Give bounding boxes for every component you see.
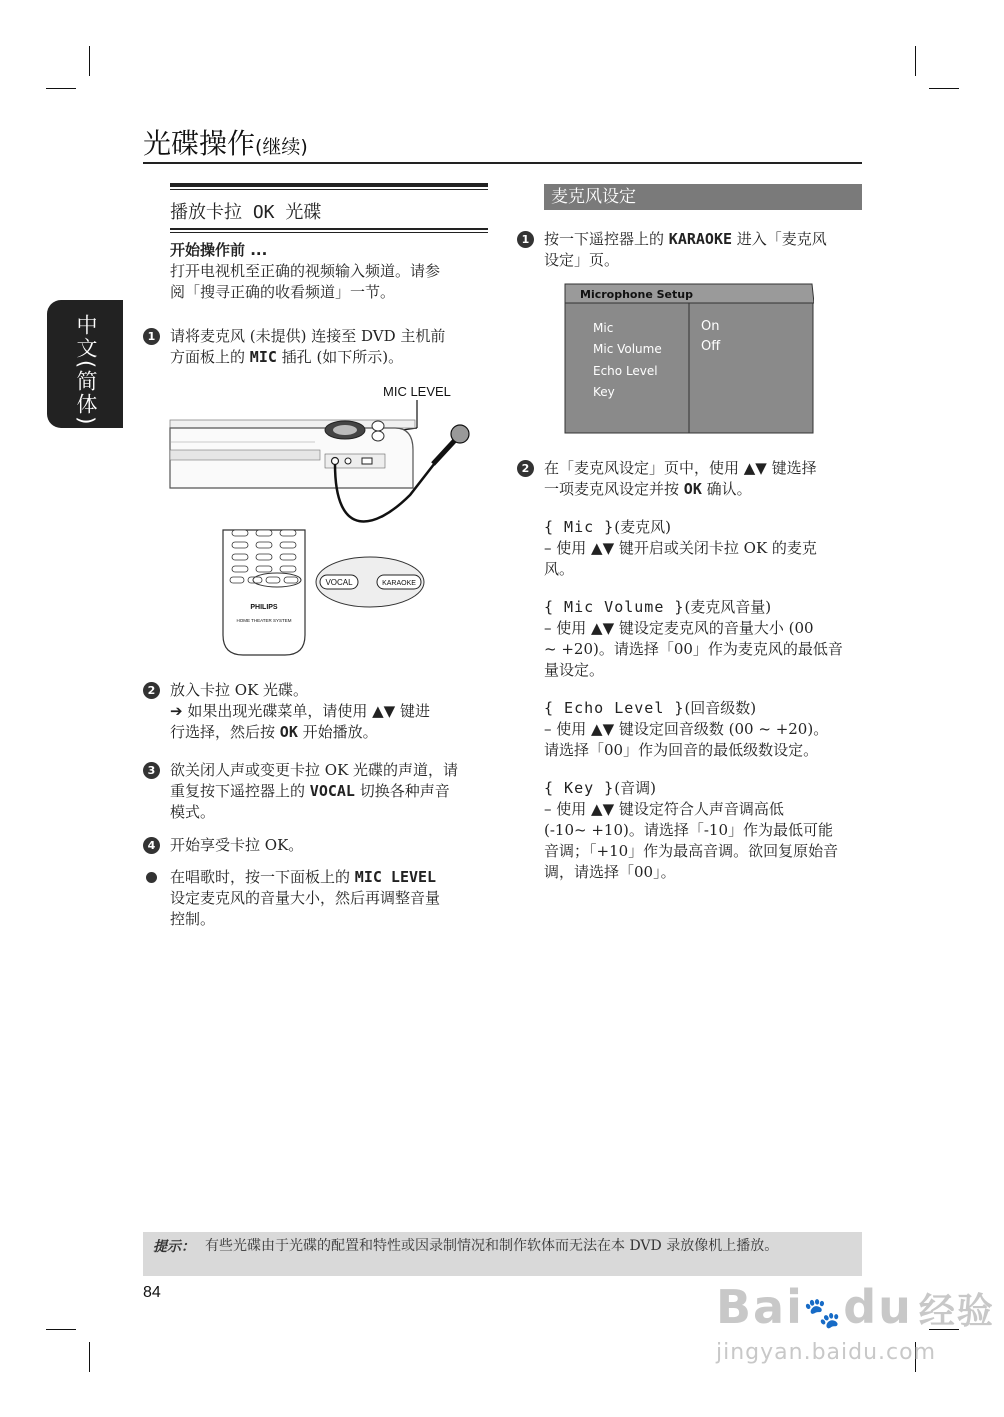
menu-item-echo-level: Echo Level (593, 364, 658, 378)
step-text: 欲关闭人声或变更卡拉 OK 光碟的声道，请 (170, 761, 459, 779)
step-text: 确认。 (706, 480, 752, 498)
key-label: OK (683, 480, 702, 498)
key-label: VOCAL (309, 782, 355, 800)
mic-level-label: MIC LEVEL (383, 384, 451, 399)
option-heading: { Mic Volume } (544, 598, 685, 616)
option-echo-level (544, 698, 864, 761)
option-heading: { Mic } (544, 518, 615, 536)
crop-mark (89, 46, 90, 76)
menu-item-mic: Mic (593, 321, 614, 335)
step-text: 方面板上的 (170, 348, 246, 366)
option-heading: { Echo Level } (544, 699, 685, 717)
karaoke-connection-figure (165, 380, 485, 660)
step-number: 1 (143, 328, 160, 345)
left-step-1 (170, 326, 490, 368)
menu-value-off: Off (701, 339, 721, 354)
microphone (451, 425, 469, 443)
step-number: 4 (143, 837, 160, 854)
menu-title: Microphone Setup (580, 288, 693, 301)
remote-brand: PHILIPS (250, 604, 278, 611)
option-heading-cn: (音调) (614, 779, 656, 797)
step-number: 3 (143, 762, 160, 779)
step-text: 设定」页。 (544, 251, 620, 269)
step-text: 在「麦克风设定」页中，使用 ▲▼ 键选择 (544, 459, 817, 477)
step-text: 如果出现光碟菜单，请使用 ▲▼ 键进 (187, 702, 430, 720)
step-text: 行选择，然后按 (170, 723, 276, 741)
section-title-karaoke: 播放卡拉 OK 光碟 (170, 202, 322, 223)
option-text: (-10~ +10)。请选择「-10」作为最低可能 (544, 821, 834, 839)
arrow-icon: ➔ (170, 702, 183, 720)
option-heading-cn: (回音级数) (684, 699, 757, 717)
before-start-text: 阅「搜寻正确的收看频道」一节。 (170, 283, 396, 301)
option-text: – 使用 ▲▼ 键设定麦克风的音量大小 (00 (544, 619, 814, 637)
tip-label: 提示： (153, 1239, 195, 1255)
step-text: 开始享受卡拉 OK。 (170, 836, 304, 854)
step-number: 2 (517, 460, 534, 477)
option-mic-volume (544, 597, 864, 681)
left-step-2 (170, 680, 490, 743)
microphone-setup-menu (564, 283, 814, 434)
option-heading-cn: (麦克风音量) (684, 598, 772, 616)
step-text: 在唱歌时，按一下面板上的 (170, 868, 351, 886)
section-header-karaoke (170, 183, 488, 233)
page-title (143, 122, 308, 162)
option-text: ~ +20)。请选择「00」作为麦克风的最低音 (544, 640, 843, 658)
tip-box (143, 1232, 862, 1276)
crop-mark (915, 46, 916, 76)
option-text: 音调；「+10」作为最高音调。欲回复原始音 (544, 842, 839, 860)
language-tab (47, 300, 123, 428)
step-text: 重复按下遥控器上的 (170, 782, 306, 800)
page-number: 84 (143, 1284, 161, 1301)
left-step-3 (170, 760, 490, 823)
language-tab-label: 中文(简体) (74, 314, 98, 427)
watermark-logo: Bai🐾du 经验 (716, 1280, 995, 1334)
step-text: 切换各种声音 (359, 782, 450, 800)
step-text: 一项麦克风设定并按 (544, 480, 680, 498)
key-label: MIC (249, 348, 277, 366)
step-number: 2 (143, 682, 160, 699)
option-text: 风。 (544, 560, 575, 578)
option-text: – 使用 ▲▼ 键设定回音级数 (00 ~ +20)。 (544, 720, 829, 738)
key-label: OK (279, 723, 298, 741)
bullet-icon (146, 872, 157, 883)
key-label: MIC LEVEL (354, 868, 437, 886)
option-mic (544, 517, 864, 580)
remote-brand-sub: HOME THEATER SYSTEM (236, 618, 292, 623)
option-text: – 使用 ▲▼ 键设定符合人声音调高低 (544, 800, 784, 818)
vocal-button-label: VOCAL (325, 578, 353, 587)
menu-item-key: Key (593, 385, 615, 399)
option-text: – 使用 ▲▼ 键开启或关闭卡拉 OK 的麦克 (544, 539, 817, 557)
step-text: 控制。 (170, 910, 216, 928)
left-step-4 (170, 835, 490, 856)
step-text: 设定麦克风的音量大小，然后再调整音量 (170, 889, 441, 907)
step-number: 1 (517, 231, 534, 248)
step-text: 插孔 (如下所示)。 (281, 348, 404, 366)
step-text: 开始播放。 (302, 723, 378, 741)
crop-mark (929, 88, 959, 89)
step-text: 进入「麦克风 (736, 230, 827, 248)
crop-mark (89, 1342, 90, 1372)
step-text: 放入卡拉 OK 光碟。 (170, 681, 309, 699)
right-step-1 (544, 229, 864, 271)
step-text: 模式。 (170, 803, 216, 821)
remote-control (223, 530, 305, 655)
key-label: KARAOKE (668, 230, 733, 248)
menu-item-mic-volume: Mic Volume (593, 342, 662, 356)
right-step-2 (544, 458, 864, 500)
before-start-label: 开始操作前 ... (170, 241, 268, 259)
before-start-text: 打开电视机至正确的视频输入频道。请参 (170, 262, 441, 280)
option-heading-cn: (麦克风) (614, 518, 671, 536)
page-title-sub: (继续) (255, 136, 308, 158)
page-title-text: 光碟操作 (143, 127, 256, 160)
option-text: 量设定。 (544, 661, 605, 679)
option-key (544, 778, 864, 883)
left-bullet (170, 867, 490, 930)
header-rule (143, 162, 862, 164)
option-text: 调，请选择「00」。 (544, 863, 676, 881)
tip-text: 有些光碟由于光碟的配置和特性或因录制情况和制作软体而无法在本 DVD 录放像机上播放。 (205, 1238, 779, 1254)
option-text: 请选择「00」作为回音的最低级数设定。 (544, 741, 819, 759)
watermark-url: jingyan.baidu.com (716, 1340, 937, 1365)
section-title-mic-setup: 麦克风设定 (544, 184, 862, 210)
before-start-block (170, 240, 490, 303)
step-text: 请将麦克风 (未提供) 连接至 DVD 主机前 (170, 327, 446, 345)
crop-mark (46, 88, 76, 89)
crop-mark (46, 1329, 76, 1330)
option-heading: { Key } (544, 779, 615, 797)
menu-value-on: On (701, 319, 720, 334)
step-text: 按一下遥控器上的 (544, 230, 665, 248)
karaoke-button-label: KARAOKE (382, 580, 416, 587)
